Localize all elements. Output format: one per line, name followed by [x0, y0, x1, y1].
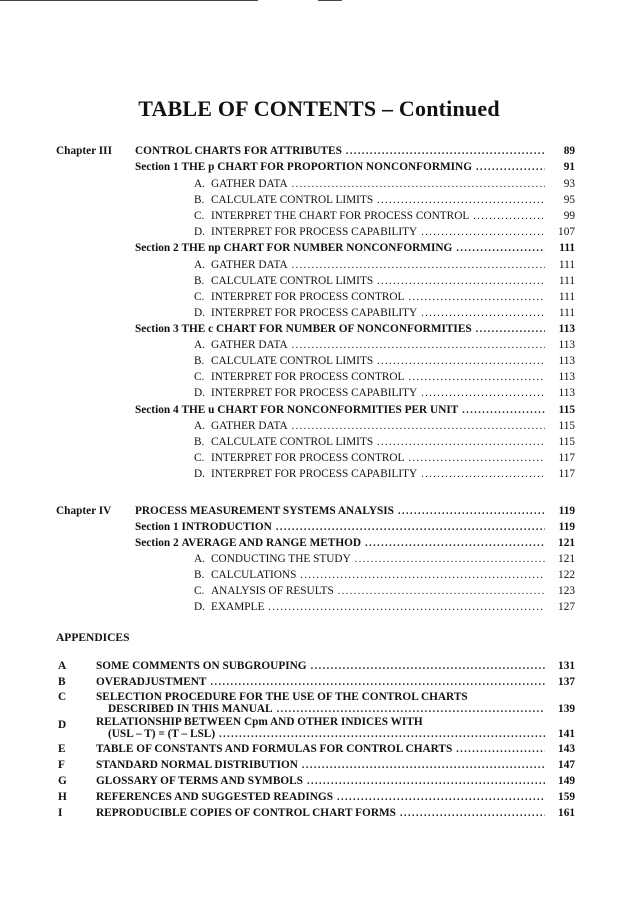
- item-marker: C.: [194, 585, 205, 597]
- dot-leader: [292, 337, 545, 354]
- appendix-letter: H: [58, 791, 67, 803]
- item-title: INTERPRET FOR PROCESS CONTROL: [211, 291, 405, 303]
- section-title: THE np CHART FOR NUMBER NONCONFORMING: [181, 242, 453, 254]
- section-title: THE u CHART FOR NONCONFORMITIES PER UNIT: [181, 404, 459, 416]
- chapter-3-entry[interactable]: [135, 143, 575, 159]
- dot-leader: [346, 143, 545, 160]
- dot-leader: [421, 466, 545, 483]
- item-title: INTERPRET FOR PROCESS CAPABILITY: [211, 226, 418, 238]
- item-page: 113: [558, 371, 575, 383]
- appendix-h-entry[interactable]: [96, 789, 575, 805]
- chapter-4-page: 119: [558, 505, 575, 517]
- appendix-title: REPRODUCIBLE COPIES OF CONTROL CHART FORMS: [96, 807, 396, 819]
- item-marker: A.: [194, 339, 205, 351]
- item-page: 122: [558, 569, 575, 581]
- item-page: 111: [558, 307, 575, 319]
- appendix-title-line2: (USL – T) = (T – LSL): [108, 728, 216, 740]
- appendix-title-line2: DESCRIBED IN THIS MANUAL: [108, 703, 273, 715]
- ch4-section-1-entry[interactable]: [135, 519, 575, 535]
- dot-leader: [377, 434, 545, 451]
- appendix-title: REFERENCES AND SUGGESTED READINGS: [96, 791, 333, 803]
- item-page: 123: [558, 585, 575, 597]
- chapter-4-label: Chapter IV: [56, 505, 112, 517]
- chapter-3-title: CONTROL CHARTS FOR ATTRIBUTES: [135, 145, 342, 157]
- dot-leader: [476, 321, 545, 338]
- item-title: CALCULATE CONTROL LIMITS: [211, 355, 374, 367]
- toc-subentry[interactable]: [194, 257, 575, 273]
- toc-subentry[interactable]: [194, 450, 575, 466]
- appendix-title: TABLE OF CONSTANTS AND FORMULAS FOR CONTROL CHARTS: [96, 743, 453, 755]
- chapter-4-entry[interactable]: [135, 503, 575, 519]
- toc-subentry[interactable]: [194, 385, 575, 401]
- item-page: 115: [558, 436, 575, 448]
- dot-leader: [268, 599, 545, 616]
- toc-subentry[interactable]: [194, 176, 575, 192]
- section-page: 115: [558, 404, 575, 416]
- item-page: 113: [558, 355, 575, 367]
- item-title: GATHER DATA: [211, 339, 288, 351]
- item-marker: D.: [194, 307, 205, 319]
- item-page: 121: [558, 553, 575, 565]
- dot-leader: [462, 402, 545, 419]
- item-title: CALCULATIONS: [211, 569, 297, 581]
- appendix-letter: A: [58, 660, 67, 672]
- item-marker: C.: [194, 210, 205, 222]
- item-marker: B.: [194, 355, 205, 367]
- item-title: GATHER DATA: [211, 420, 288, 432]
- appendices-heading: APPENDICES: [56, 632, 130, 644]
- dot-leader: [400, 805, 545, 822]
- item-title: INTERPRET FOR PROCESS CAPABILITY: [211, 307, 418, 319]
- item-page: 117: [558, 468, 575, 480]
- section-page: 121: [558, 537, 575, 549]
- item-title: GATHER DATA: [211, 178, 288, 190]
- item-marker: C.: [194, 452, 205, 464]
- appendix-title: STANDARD NORMAL DISTRIBUTION: [96, 759, 298, 771]
- section-label: Section 4: [135, 404, 179, 416]
- item-marker: D.: [194, 387, 205, 399]
- appendix-page: 143: [558, 743, 575, 755]
- dot-leader: [421, 385, 545, 402]
- item-page: 127: [558, 601, 575, 613]
- item-marker: B.: [194, 569, 205, 581]
- chapter-3-page: 89: [563, 145, 575, 157]
- section-page: 91: [563, 161, 575, 173]
- section-page: 111: [559, 242, 575, 254]
- dot-leader: [292, 418, 545, 435]
- appendix-title: GLOSSARY OF TERMS AND SYMBOLS: [96, 775, 303, 787]
- appendix-title-line1: RELATIONSHIP BETWEEN Cpm AND OTHER INDICES WITH: [96, 716, 423, 728]
- item-page: 93: [563, 178, 575, 190]
- section-label: Section 1: [135, 161, 179, 173]
- appendix-d-entry[interactable]: [108, 726, 575, 742]
- toc-subentry[interactable]: [194, 466, 575, 482]
- chapter-3-label: Chapter III: [56, 145, 112, 157]
- appendix-i-entry[interactable]: [96, 805, 575, 821]
- item-title: CONDUCTING THE STUDY: [211, 553, 351, 565]
- item-title: CALCULATE CONTROL LIMITS: [211, 194, 374, 206]
- dot-leader: [311, 658, 545, 675]
- item-page: 113: [558, 387, 575, 399]
- dot-leader: [408, 289, 545, 306]
- appendix-e-entry[interactable]: [96, 741, 575, 757]
- dot-leader: [307, 773, 545, 790]
- appendix-b-entry[interactable]: [96, 674, 575, 690]
- dot-leader: [421, 305, 545, 322]
- dot-leader: [377, 353, 545, 370]
- dot-leader: [473, 208, 545, 225]
- appendix-page: 159: [558, 791, 575, 803]
- item-page: 117: [558, 452, 575, 464]
- item-page: 111: [558, 291, 575, 303]
- item-marker: C.: [194, 291, 205, 303]
- appendix-title-line1: SELECTION PROCEDURE FOR THE USE OF THE CONTROL CHARTS: [96, 691, 468, 703]
- appendix-page: 147: [558, 759, 575, 771]
- item-title: INTERPRET FOR PROCESS CONTROL: [211, 371, 405, 383]
- appendix-letter: D: [58, 719, 67, 731]
- dot-leader: [302, 757, 545, 774]
- toc-subentry[interactable]: [194, 192, 575, 208]
- dot-leader: [365, 535, 545, 552]
- appendix-letter: E: [58, 743, 66, 755]
- item-title: GATHER DATA: [211, 259, 288, 271]
- appendix-a-entry[interactable]: [96, 658, 575, 674]
- dot-leader: [276, 519, 545, 536]
- appendix-page: 161: [558, 807, 575, 819]
- appendix-page: 137: [558, 676, 575, 688]
- section-page: 113: [558, 323, 575, 335]
- ch3-section-1-entry[interactable]: [135, 159, 575, 175]
- ch3-section-2-entry[interactable]: [135, 240, 575, 256]
- item-page: 115: [558, 420, 575, 432]
- appendix-letter: I: [58, 807, 63, 819]
- dot-leader: [377, 273, 545, 290]
- appendix-page: 131: [558, 660, 575, 672]
- item-page: 99: [563, 210, 575, 222]
- toc-subentry[interactable]: [194, 567, 575, 583]
- section-label: Section 1: [135, 521, 179, 533]
- dot-leader: [292, 176, 545, 193]
- dot-leader: [408, 450, 545, 467]
- section-title: THE c CHART FOR NUMBER OF NONCONFORMITIES: [181, 323, 472, 335]
- page-title: TABLE OF CONTENTS – Continued: [138, 96, 500, 121]
- appendix-page: 149: [558, 775, 575, 787]
- appendix-letter: G: [58, 775, 67, 787]
- toc-subentry[interactable]: [194, 434, 575, 450]
- section-page: 119: [558, 521, 575, 533]
- appendix-f-entry[interactable]: [96, 757, 575, 773]
- item-title: EXAMPLE: [211, 601, 265, 613]
- item-title: CALCULATE CONTROL LIMITS: [211, 436, 374, 448]
- dot-leader: [338, 583, 545, 600]
- top-rule-fragment: [318, 0, 342, 1]
- section-title: INTRODUCTION: [181, 521, 272, 533]
- toc-subentry[interactable]: [194, 337, 575, 353]
- dot-leader: [476, 159, 545, 176]
- chapter-4-title: PROCESS MEASUREMENT SYSTEMS ANALYSIS: [135, 505, 394, 517]
- ch3-section-4-entry[interactable]: [135, 402, 575, 418]
- item-page: 113: [558, 339, 575, 351]
- item-title: INTERPRET FOR PROCESS CONTROL: [211, 452, 405, 464]
- item-marker: B.: [194, 275, 205, 287]
- dot-leader: [421, 224, 545, 241]
- toc-subentry[interactable]: [194, 273, 575, 289]
- ch4-section-2-entry[interactable]: [135, 535, 575, 551]
- dot-leader: [300, 567, 545, 584]
- dot-leader: [408, 369, 545, 386]
- toc-subentry[interactable]: [194, 418, 575, 434]
- item-title: INTERPRET FOR PROCESS CAPABILITY: [211, 468, 418, 480]
- item-page: 95: [563, 194, 575, 206]
- toc-subentry[interactable]: [194, 551, 575, 567]
- item-marker: D.: [194, 226, 205, 238]
- item-title: INTERPRET THE CHART FOR PROCESS CONTROL: [211, 210, 470, 222]
- item-title: CALCULATE CONTROL LIMITS: [211, 275, 374, 287]
- dot-leader: [456, 741, 545, 758]
- item-marker: C.: [194, 371, 205, 383]
- dot-leader: [398, 503, 545, 520]
- dot-leader: [337, 789, 545, 806]
- dot-leader: [456, 240, 545, 257]
- item-page: 107: [558, 226, 575, 238]
- section-label: Section 2: [135, 537, 179, 549]
- toc-subentry[interactable]: [194, 224, 575, 240]
- appendix-page: 141: [558, 728, 575, 740]
- appendix-letter: F: [58, 759, 65, 771]
- section-label: Section 3: [135, 323, 179, 335]
- toc-subentry[interactable]: [194, 583, 575, 599]
- section-label: Section 2: [135, 242, 179, 254]
- item-page: 111: [558, 259, 575, 271]
- item-marker: A.: [194, 420, 205, 432]
- dot-leader: [292, 257, 545, 274]
- appendix-page: 139: [558, 703, 575, 715]
- item-marker: D.: [194, 468, 205, 480]
- toc-subentry[interactable]: [194, 599, 575, 615]
- item-marker: D.: [194, 601, 205, 613]
- item-title: ANALYSIS OF RESULTS: [211, 585, 334, 597]
- section-title: THE p CHART FOR PROPORTION NONCONFORMING: [181, 161, 472, 173]
- appendix-g-entry[interactable]: [96, 773, 575, 789]
- item-marker: A.: [194, 178, 205, 190]
- toc-subentry[interactable]: [194, 289, 575, 305]
- item-marker: B.: [194, 194, 205, 206]
- appendix-letter: C: [58, 691, 67, 703]
- item-marker: A.: [194, 553, 205, 565]
- toc-subentry[interactable]: [194, 305, 575, 321]
- item-marker: B.: [194, 436, 205, 448]
- item-marker: A.: [194, 259, 205, 271]
- appendix-letter: B: [58, 676, 66, 688]
- toc-subentry[interactable]: [194, 353, 575, 369]
- appendix-title: OVERADJUSTMENT: [96, 676, 207, 688]
- toc-subentry[interactable]: [194, 208, 575, 224]
- dot-leader: [355, 551, 545, 568]
- section-title: AVERAGE AND RANGE METHOD: [181, 537, 362, 549]
- top-rule: [0, 0, 258, 1]
- ch3-section-3-entry[interactable]: [135, 321, 575, 337]
- dot-leader: [377, 192, 545, 209]
- toc-subentry[interactable]: [194, 369, 575, 385]
- appendix-title: SOME COMMENTS ON SUBGROUPING: [96, 660, 307, 672]
- item-title: INTERPRET FOR PROCESS CAPABILITY: [211, 387, 418, 399]
- item-page: 111: [558, 275, 575, 287]
